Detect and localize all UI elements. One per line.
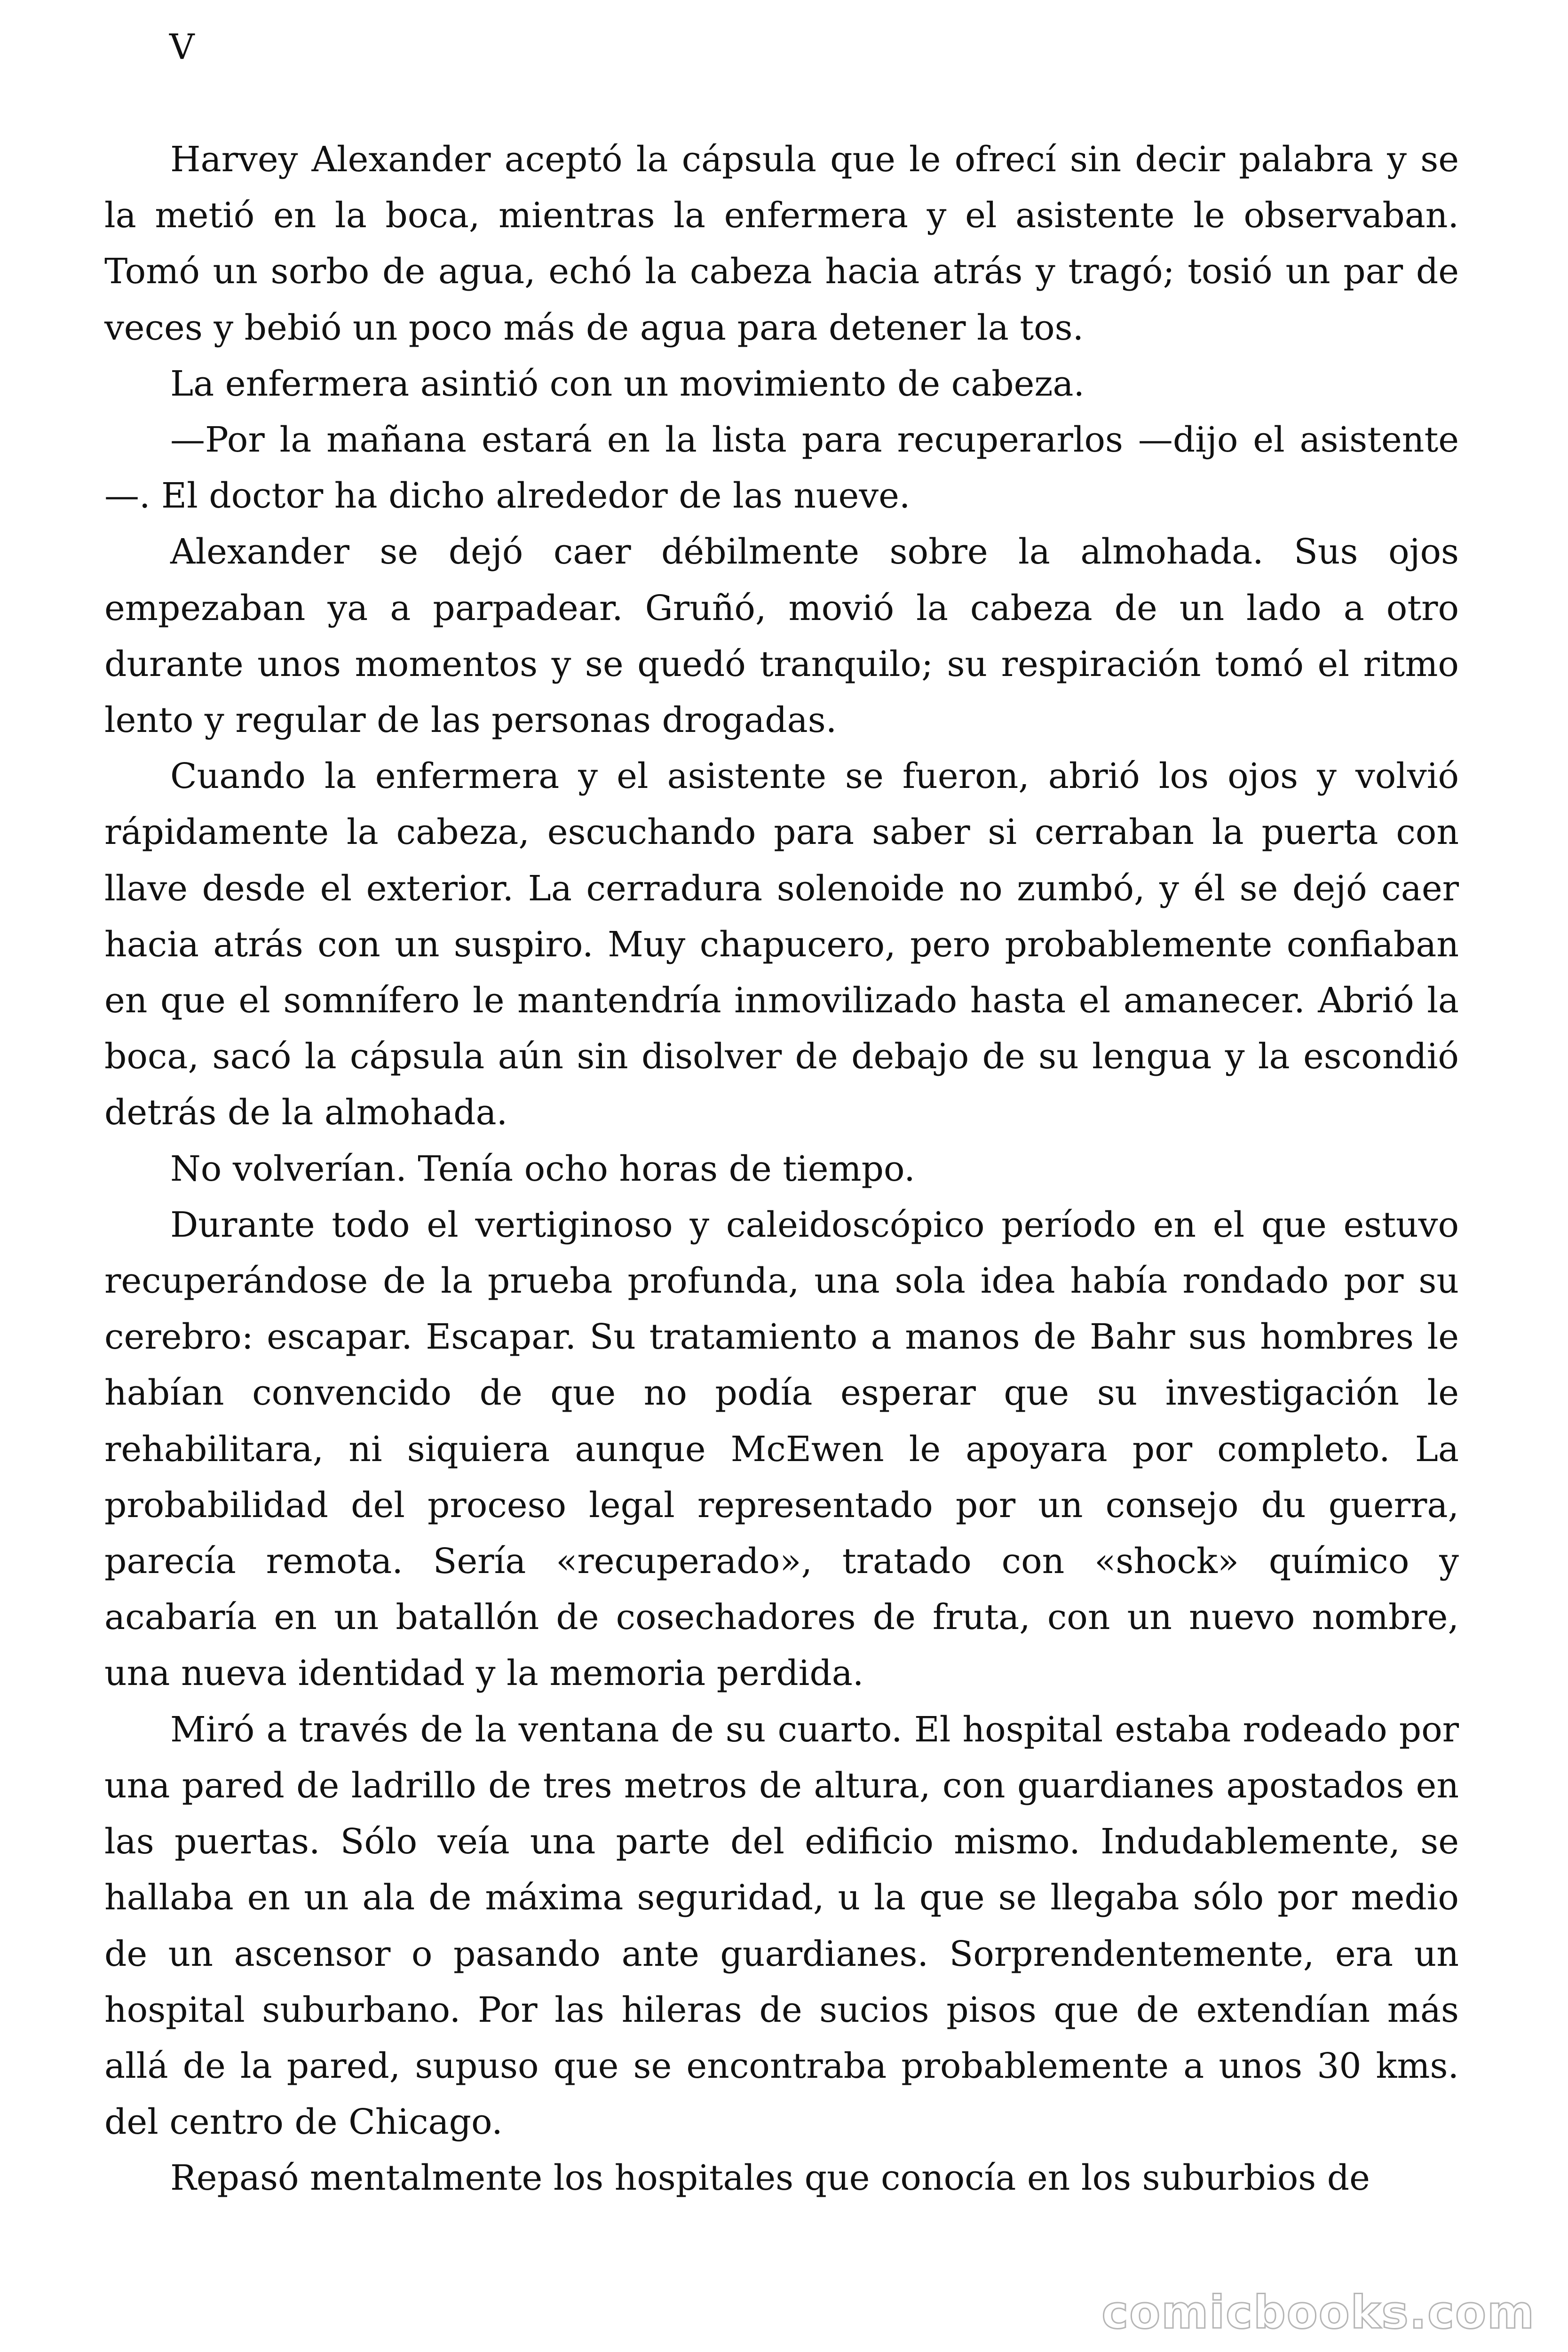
chapter-number: V xyxy=(169,27,195,67)
watermark: comicbooks.com xyxy=(1101,2286,1535,2339)
paragraph: Cuando la enfermera y el asistente se fueron, abrió los ojos y volvió rápidamente la cabeza, escuchando para saber si cerraban la puerta con llave desde el exterior. La cerradura solenoide no zumbó, y él se dejó caer hacia atrás con un suspiro. Muy chapucero, pero probablemente confiaban en que el somnífero le mantendría inmovilizado hasta el amanecer. Abrió la boca, sacó la cápsula aún sin disolver de debajo de su lengua y la escondió detrás de la almohada. xyxy=(104,756,1459,1133)
paragraph: Durante todo el vertiginoso y caleidoscópico período en el que estuvo recuperándose de la prueba profunda, una sola idea había rondado por su cerebro: escapar. Escapar. Su tratamiento a manos de Bahr sus hombres le habían convencido de que no podía esperar que su investigación le rehabilitara, ni siquiera aunque McEwen le apoyara por completo. La probabilidad del proceso legal representado por un consejo du guerra, parecía remota. Sería «recuperado», tratado con «shock» químico y acabaría en un batallón de cosechadores de fruta, con un nuevo nombre, una nueva identidad y la memoria perdida. xyxy=(104,1204,1459,1694)
paragraph: Repasó mentalmente los hospitales que conocía en los suburbios de xyxy=(170,2158,1370,2199)
paragraph: Miró a través de la ventana de su cuarto. El hospital estaba rodeado por una pared de ladrillo de tres metros de altura, con guardianes apostados en las puertas. Sólo veía una parte del edificio mismo. Indudablemente, se hallaba en un ala de máxima seguridad, u la que se llegaba sólo por medio de un ascensor o pasando ante guardianes. Sorprendentemente, era un hospital suburbano. Por las hileras de sucios pisos que de extendían más allá de la pared, supuso que se encontraba probablemente a unos 30 kms. del centro de Chicago. xyxy=(104,1709,1459,2143)
paragraph: Alexander se dejó caer débilmente sobre la almohada. Sus ojos empezaban ya a parpadear. Gruñó, movió la cabeza de un lado a otro durante unos momentos y se quedó tranquilo; su respiración tomó el ritmo lento y regular de las personas drogadas. xyxy=(104,532,1459,741)
paragraph: Harvey Alexander aceptó la cápsula que le ofrecí sin decir palabra y se la metió en la boca, mientras la enfermera y el asistente le observaban. Tomó un sorbo de agua, echó la cabeza hacia atrás y tragó; tosió un par de veces y bebió un poco más de agua para detener la tos. xyxy=(104,139,1459,348)
paragraph: No volverían. Tenía ocho horas de tiempo. xyxy=(170,1148,915,1189)
body-text xyxy=(104,132,1459,2207)
paragraph: La enfermera asintió con un movimiento de cabeza. xyxy=(170,363,1085,404)
paragraph: —Por la mañana estará en la lista para recuperarlos —dijo el asistente—. El doctor ha dicho alrededor de las nueve. xyxy=(104,420,1459,516)
